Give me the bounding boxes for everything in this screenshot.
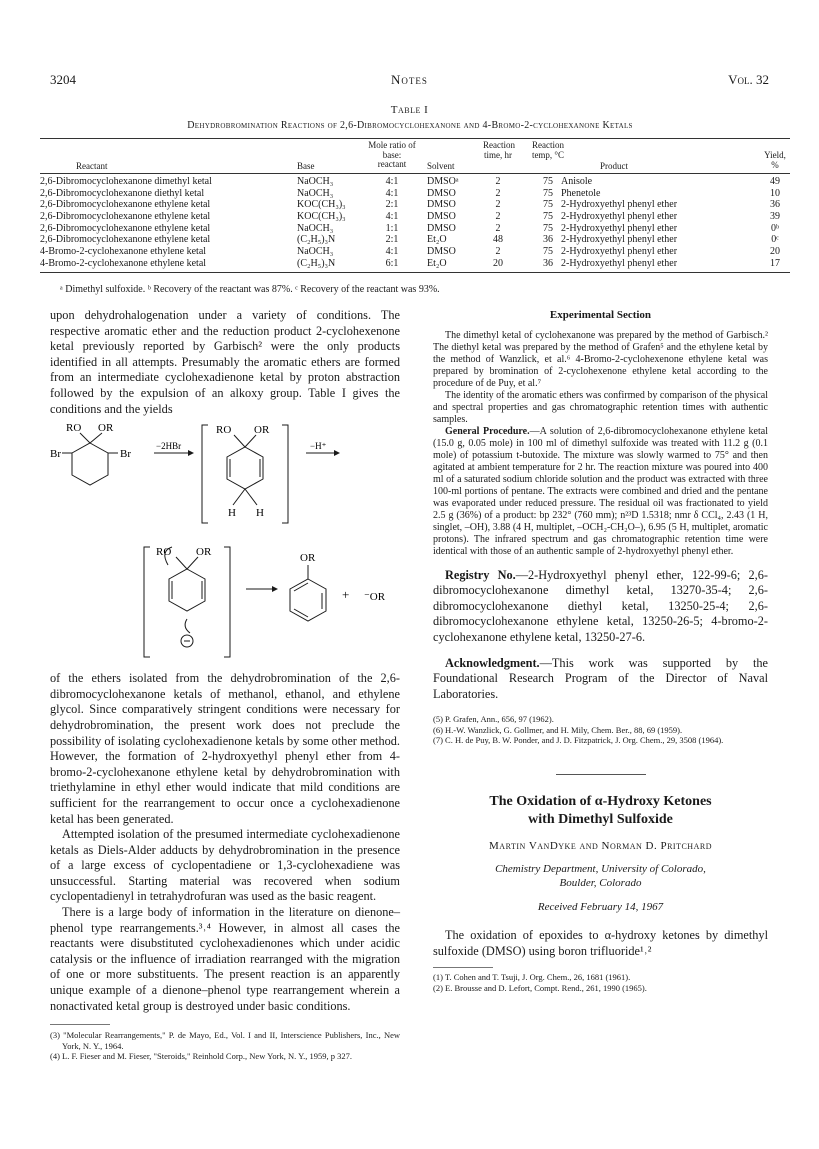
- reference: (6) H.-W. Wanzlick, G. Gollmer, and H. Mily, Chem. Ber., 88, 69 (1959).: [433, 724, 683, 735]
- col-base: Base: [297, 161, 315, 171]
- anion-structure: [144, 547, 230, 657]
- right-column: [433, 308, 768, 993]
- cell-solvent: DMSO: [427, 199, 456, 211]
- cell-base: NaOCH₃: [297, 246, 334, 258]
- cell-temp: 36: [543, 257, 553, 269]
- cell-base: NaOCH₃: [297, 176, 334, 187]
- minus-2hbr-label: −2HBr: [156, 441, 182, 452]
- cell-yield: 49: [770, 176, 780, 187]
- paragraph: upon dehydrohalogenation under a variety of conditions. The respective aromatic ether and the reduction product 2-cyclohexenone ketal previously reported by Garbisch² were the only products identified in all attempts. Presumably the aromatic ethers are formed from an intermediate cyclohexadienone ketal by proton abstraction followed by the expulsion of an alkoxy group. Table I gives the conditions and the yields: [50, 308, 400, 416]
- cell-product: Phenetole: [561, 187, 601, 199]
- cell-ratio: 4:1: [385, 187, 399, 199]
- received-date: Received February 14, 1967: [537, 901, 664, 914]
- table-body: [40, 174, 790, 273]
- cell-time: 2: [495, 187, 501, 199]
- reference: (5) P. Grafen, Ann., 656, 97 (1962).: [433, 714, 554, 725]
- cell-solvent: Et₂O: [427, 257, 447, 269]
- table-row: [40, 258, 790, 270]
- cell-time: 2: [495, 211, 501, 223]
- table-row: [40, 176, 790, 188]
- table-row: [40, 223, 790, 235]
- cell-time: 2: [495, 176, 501, 187]
- experimental-section-title: Experimental Section: [549, 309, 652, 321]
- table-row: [40, 211, 790, 223]
- cell-ratio: 4:1: [385, 246, 399, 258]
- cell-temp: 75: [543, 199, 553, 211]
- cell-temp: 36: [543, 234, 553, 246]
- table-row: [40, 246, 790, 258]
- acknowledgment-label: Acknowledgment.: [445, 655, 540, 670]
- cell-yield: 36: [770, 199, 780, 211]
- reference: (4) L. F. Fieser and M. Fieser, "Steroids," Reinhold Corp., New York, N. Y., 1959, p 327.: [50, 1051, 352, 1062]
- reaction-scheme: [50, 419, 400, 669]
- paragraph: The dimethyl ketal of cyclohexanone was prepared by the method of Garbisch.² The diethyl ketal was prepared by the method of Grafen⁵ and the ethylene ketal by the method of Wanzlick, et al.⁶ 4-Bromo-2-cyclohexenone ethylene ketal was prepared by bromination of 2-cyclohexenone ethylene ketal according to the procedure of de Puy, et al.⁷: [433, 329, 768, 389]
- paragraph: of the ethers isolated from the dehydrobromination of the 2,6-dibromocyclohexanone ketals of methanol, ethanol, and ethylene glycol. Since comparatively stringent conditions were necessary for dehydrobromination, the present work does not preclude the possibility of isolating cyclohexadienone ketals by some other method. However, the formation of 2-hydroxyethyl phenyl ether from 4-bromo-2-cyclohexanone ethylene ketal by dehydrobromination with triethylamine in ethyl ether would indicate that mild conditions are sufficient for the rearrangement to occur once a cyclohexadienone ketal has been generated.: [50, 671, 400, 826]
- cell-reactant: 4-Bromo-2-cyclohexanone ethylene ketal: [40, 257, 207, 269]
- cell-solvent: Et₂O: [427, 234, 447, 246]
- cell-yield: 17: [770, 257, 780, 269]
- col-yield: Yield, %: [764, 150, 786, 170]
- cell-temp: 75: [543, 246, 553, 258]
- authors: Martin VanDyke and Norman D. Pritchard: [489, 839, 712, 852]
- reference: (7) C. H. de Puy, B. W. Ponder, and J. D. Fitzpatrick, J. Org. Chem., 29, 3508 (1964).: [433, 735, 724, 746]
- cell-product: Anisole: [561, 176, 593, 187]
- ro-label: RO: [216, 424, 232, 437]
- cell-temp: 75: [543, 211, 553, 223]
- cell-time: 20: [493, 257, 503, 269]
- cell-product: 2-Hydroxyethyl phenyl ether: [561, 211, 678, 223]
- cell-product: 2-Hydroxyethyl phenyl ether: [561, 222, 678, 234]
- paragraph: The identity of the aromatic ethers was confirmed by comparison of the physical and spectral properties and gas chromatographic retention times with authentic samples.: [433, 389, 768, 425]
- general-procedure: [433, 426, 768, 558]
- cell-temp: 75: [543, 187, 553, 199]
- cell-yield: 20: [770, 246, 780, 258]
- minus-h-plus-label: −H⁺: [310, 441, 327, 452]
- paragraph: Attempted isolation of the presumed intermediate cyclohexadienone ketals as Diels-Alder adducts by dehydrobromination in the presence of a large excess of cyclopentadiene or 1,3-cyclohexadiene was unsuccessful. Starting material was recovered when sodium cyclopentadienyl in tetrahydrofuran was used as the basic reagent.: [50, 827, 400, 904]
- cell-solvent: DMSOᵃ: [427, 176, 459, 187]
- cell-yield: 39: [770, 211, 780, 223]
- cell-ratio: 1:1: [385, 222, 399, 234]
- h-label: H: [256, 507, 264, 520]
- cell-time: 48: [493, 234, 503, 246]
- alkoxide-label: ⁻OR: [364, 591, 386, 604]
- cell-solvent: DMSO: [427, 246, 456, 258]
- general-procedure-label: General Procedure.: [445, 425, 530, 437]
- br-label-right: Br: [120, 448, 131, 461]
- article-title: The Oxidation of α-Hydroxy Ketones with Dimethyl Sulfoxide: [489, 793, 712, 827]
- cell-base: NaOCH₃: [297, 187, 334, 199]
- plus-sign: +: [342, 587, 350, 603]
- cell-time: 2: [495, 199, 501, 211]
- col-temp: Reaction temp, °C: [531, 140, 565, 160]
- left-column: [50, 308, 400, 1062]
- intermediate-structure: [202, 425, 288, 523]
- page-number: 3204: [50, 72, 76, 87]
- cell-ratio: 2:1: [385, 199, 399, 211]
- cell-product: 2-Hydroxyethyl phenyl ether: [561, 246, 678, 258]
- paragraph: There is a large body of information in the literature on dienone–phenol type rearrangements.³˒⁴ However, in almost all cases the reactants were disubstituted cyclohexadienones which under acidic catalysis or the influence of irradiation rearranged with the migration of one or more substituents. The present reaction is an apparently unique example of a dienone–phenol type rearrangement wherein a nonactivated ketal group is destroyed under basic conditions.: [50, 905, 400, 1013]
- col-reactant: Reactant: [76, 161, 108, 171]
- ro-label: RO: [66, 422, 82, 435]
- cell-base: KOC(CH₃)₃: [297, 199, 346, 211]
- cell-ratio: 4:1: [385, 176, 399, 187]
- affiliation: Chemistry Department, University of Colorado, Boulder, Colorado: [495, 863, 706, 890]
- table-caption: Dehydrobromination Reactions of 2,6-Dibromocyclohexanone and 4-Bromo-2-cyclohexanone Ketals: [187, 120, 633, 131]
- table-i: [40, 138, 790, 273]
- cell-product: 2-Hydroxyethyl phenyl ether: [561, 257, 678, 269]
- cell-product: 2-Hydroxyethyl phenyl ether: [561, 199, 678, 211]
- cell-time: 2: [495, 246, 501, 258]
- cell-ratio: 6:1: [385, 257, 399, 269]
- h-label: H: [228, 507, 236, 520]
- cell-solvent: DMSO: [427, 187, 456, 199]
- cell-base: (C₂H₅)₃N: [297, 234, 336, 246]
- acknowledgment-text: —This work was supported by the Foundational Research Program of the Director of Naval Laboratories.: [433, 655, 768, 701]
- or-label: OR: [98, 422, 114, 435]
- reference: (2) E. Brousse and D. Lefort, Compt. Rend., 261, 1990 (1965).: [433, 982, 647, 993]
- reactant-structure: [62, 433, 118, 485]
- cell-reactant: 2,6-Dibromocyclohexanone ethylene ketal: [40, 234, 211, 246]
- or-label: OR: [254, 424, 270, 437]
- product-structure: [290, 565, 326, 621]
- cell-base: NaOCH₃: [297, 222, 334, 234]
- table-header-row: [40, 138, 790, 174]
- ro-label: RO: [156, 546, 172, 559]
- reference: (1) T. Cohen and T. Tsuji, J. Org. Chem., 26, 1681 (1961).: [433, 972, 631, 983]
- article-intro: The oxidation of epoxides to α-hydroxy ketones by dimethyl sulfoxide (DMSO) using boron trifluoride¹˒²: [433, 928, 768, 958]
- registry-text: —2-Hydroxyethyl phenyl ether, 122-99-6; 2,6-dibromocyclohexanone dimethyl ketal, 13270-35-4; 2,6-dibromocyclohexanone diethyl ketal, 13250-25-4; 2,6-dibromocyclohexanone ethylene ketal, 13250-26-5; 4-bromo-2-cyclohexanone ethylene ketal, 13250-27-6.: [433, 567, 768, 644]
- reference: (3) "Molecular Rearrangements," P. de Mayo, Ed., Vol. I and II, Interscience Publishers, Inc., New York, N. Y., 1964.: [50, 1030, 400, 1051]
- table-row: [40, 199, 790, 211]
- running-header-section: Notes: [391, 72, 428, 87]
- col-product: Product: [600, 161, 628, 171]
- cell-yield: 0ᵇ: [770, 222, 780, 234]
- cell-reactant: 2,6-Dibromocyclohexanone ethylene ketal: [40, 211, 211, 223]
- col-solvent: Solvent: [427, 161, 455, 171]
- cell-temp: 75: [543, 222, 553, 234]
- or-label: OR: [300, 552, 316, 565]
- cell-solvent: DMSO: [427, 211, 456, 223]
- cell-base: KOC(CH₃)₃: [297, 211, 346, 223]
- article-divider: [556, 774, 646, 775]
- table-row: [40, 234, 790, 246]
- col-ratio: Mole ratio of base: reactant: [368, 140, 416, 169]
- col-time: Reaction time, hr: [483, 140, 515, 160]
- table-footnote: ᵃ Dimethyl sulfoxide. ᵇ Recovery of the reactant was 87%. ᶜ Recovery of the reactant was 93%.: [60, 284, 440, 295]
- cell-product: 2-Hydroxyethyl phenyl ether: [561, 234, 678, 246]
- cell-solvent: DMSO: [427, 222, 456, 234]
- table-label: Table I: [390, 104, 429, 116]
- cell-temp: 75: [543, 176, 553, 187]
- acknowledgment: [433, 656, 768, 703]
- br-label-left: Br: [50, 448, 61, 461]
- or-label: OR: [196, 546, 212, 559]
- cell-reactant: 2,6-Dibromocyclohexanone ethylene ketal: [40, 222, 211, 234]
- general-procedure-text: —A solution of 2,6-dibromocyclohexanone ethylene ketal (15.0 g, 0.05 mole) in 100 ml of dimethyl sulfoxide was treated with 11.2 g (0.1 mole) of potassium t-butoxide. The mixture was slowly warmed to 75° and then agitated at ambient temperature for 2 hr. The reaction mixture was poured into 400 ml of a saturated sodium chloride solution and the product was extracted with three 100-ml portions of pentane. The extracts were combined and dried and the pentane was evaporated under reduced pressure. The residual oil was fractionated to yield 2.5 g (36%) of a product: bp 232° (760 mm); n²³D 1.5318; nmr δ CCl₄, 2.43 (1 H, singlet, –OH), 3.88 (4 H, multiplet, –OCH₂-CH₂O–), 6.95 (5 H, multiplet, aromatic protons). The infrared spectrum and gas chromatographic retention time were identical with those of an authentic sample of 2-hydroxyethyl phenyl ether.: [433, 425, 768, 557]
- running-header-volume: Vol. 32: [728, 72, 769, 87]
- cell-time: 2: [495, 222, 501, 234]
- cell-yield: 10: [770, 187, 780, 199]
- cell-base: (C₂H₅)₃N: [297, 257, 336, 269]
- cell-reactant: 4-Bromo-2-cyclohexanone ethylene ketal: [40, 246, 207, 258]
- cell-reactant: 2,6-Dibromocyclohexanone dimethyl ketal: [40, 176, 212, 187]
- registry-label: Registry No.: [445, 567, 516, 582]
- registry-numbers: [433, 568, 768, 646]
- cell-yield: 0ᶜ: [771, 234, 779, 246]
- cell-ratio: 2:1: [385, 234, 399, 246]
- cell-ratio: 4:1: [385, 211, 399, 223]
- table-row: [40, 188, 790, 200]
- cell-reactant: 2,6-Dibromocyclohexanone ethylene ketal: [40, 199, 211, 211]
- cell-reactant: 2,6-Dibromocyclohexanone diethyl ketal: [40, 187, 205, 199]
